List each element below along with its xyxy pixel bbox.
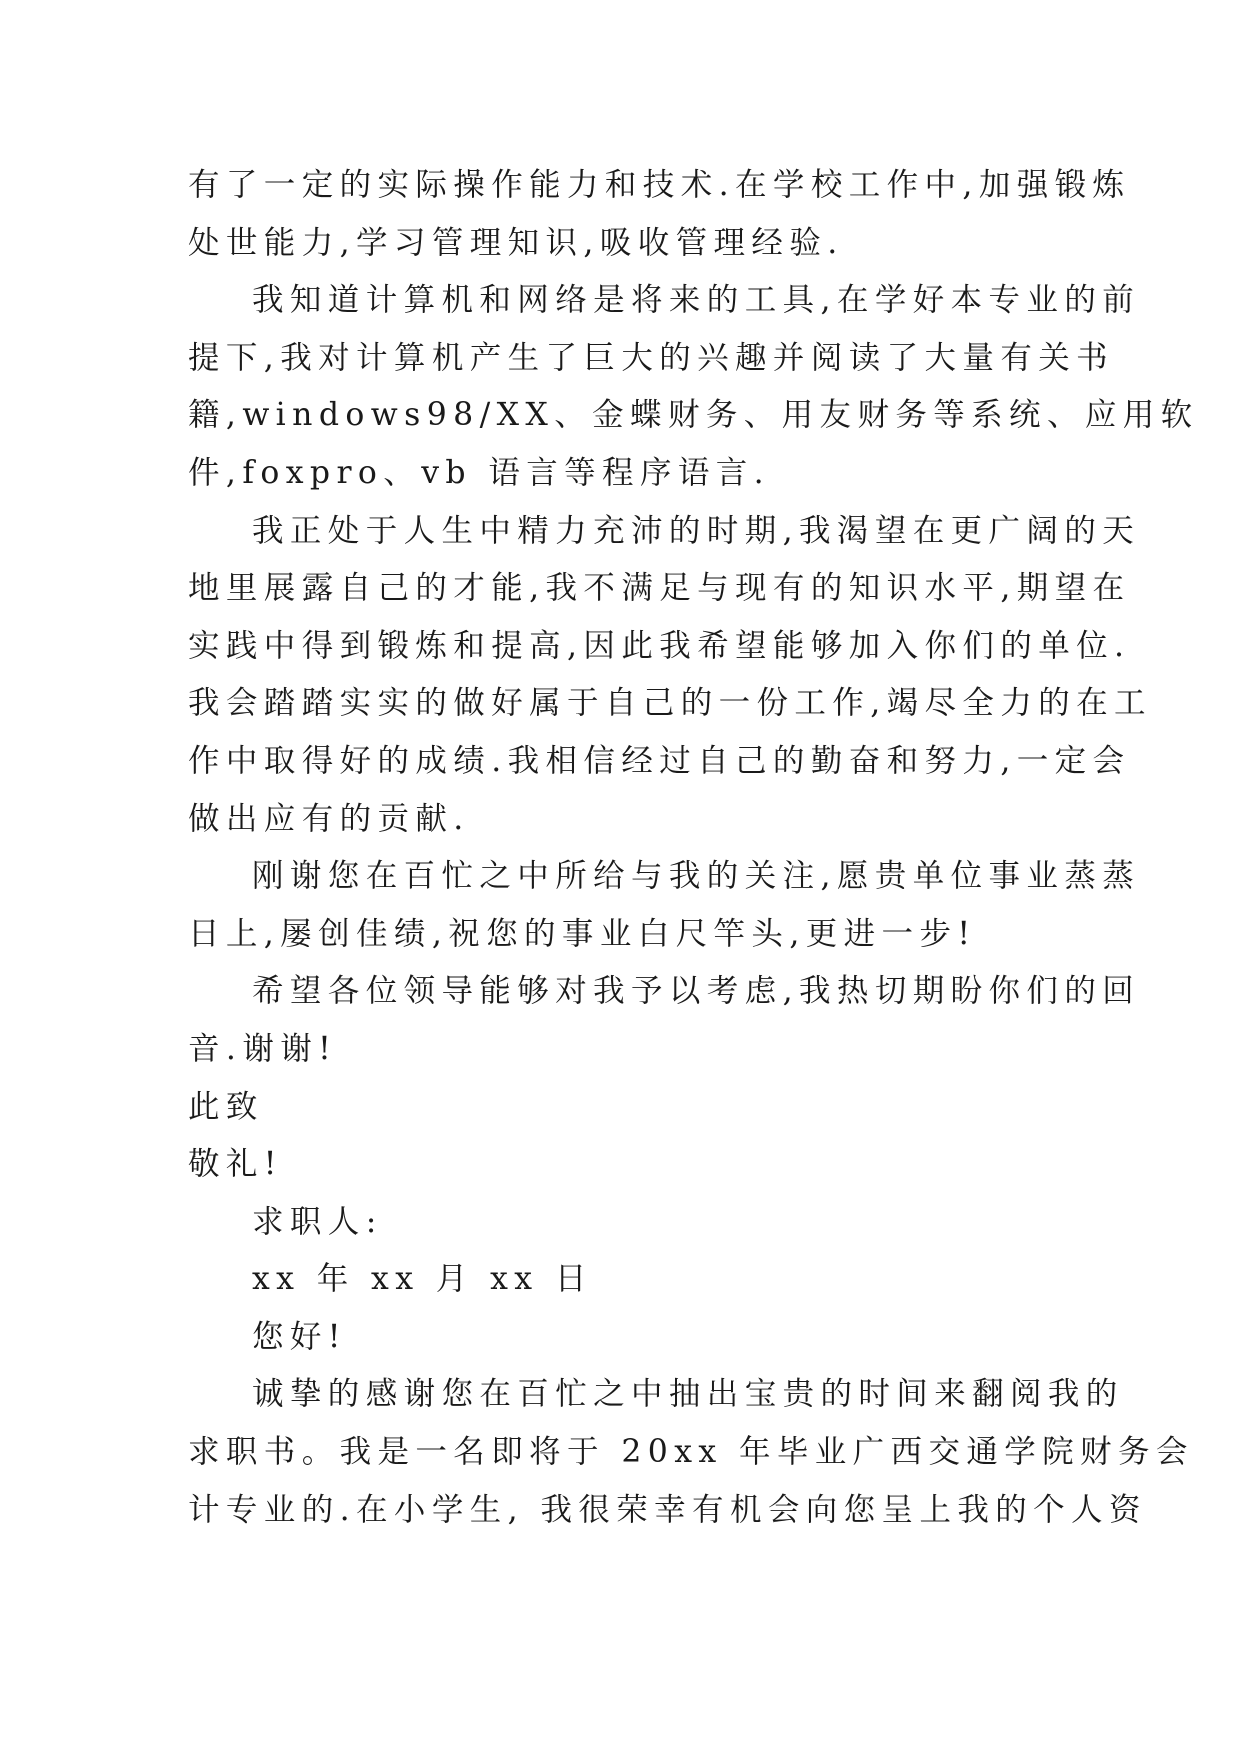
text-line: 日上,屡创佳绩,祝您的事业白尺竿头,更进一步!: [188, 915, 977, 952]
date-line: xx 年 xx 月 xx 日: [252, 1261, 593, 1298]
text-line: 实践中得到锻炼和提高,因此我希望能够加入你们的单位.: [188, 627, 1131, 664]
text-line: 我会踏踏实实的做好属于自己的一份工作,竭尽全力的在工: [188, 685, 1152, 722]
paragraph-start-line: 我知道计算机和网络是将来的工具,在学好本专业的前: [252, 282, 1141, 319]
signature-label: 求职人:: [252, 1203, 383, 1240]
text-line: 处世能力,学习管理知识,吸收管理经验.: [188, 224, 844, 261]
text-line: 求职书。我是一名即将于 20xx 年毕业广西交通学院财务会: [188, 1434, 1194, 1471]
text-line: 做出应有的贡献.: [188, 800, 470, 837]
text-line: 音.谢谢!: [188, 1030, 338, 1067]
text-line: 作中取得好的成绩.我相信经过自己的勤奋和努力,一定会: [188, 742, 1131, 779]
text-line: 件,foxpro、vb 语言等程序语言.: [188, 454, 771, 491]
paragraph-start-line: 诚挚的感谢您在百忙之中抽出宝贵的时间来翻阅我的: [252, 1376, 1124, 1413]
paragraph-start-line: 我正处于人生中精力充沛的时期,我渴望在更广阔的天: [252, 512, 1141, 549]
greeting: 您好!: [252, 1318, 347, 1355]
text-line: 地里展露自己的才能,我不满足与现有的知识水平,期望在: [188, 570, 1131, 607]
paragraph-start-line: 希望各位领导能够对我予以考虑,我热切期盼你们的回: [252, 973, 1141, 1010]
text-line: 提下,我对计算机产生了巨大的兴趣并阅读了大量有关书: [188, 339, 1115, 376]
text-line: 有了一定的实际操作能力和技术.在学校工作中,加强锻炼: [188, 167, 1131, 203]
paragraph-start-line: 刚谢您在百忙之中所给与我的关注,愿贵单位事业蒸蒸: [252, 858, 1141, 895]
document-page: [188, 157, 1199, 1539]
text-line: 籍,windows98/XX、金蝶财务、用友财务等系统、应用软: [188, 397, 1199, 434]
text-line: 计专业的.在小学生, 我很荣幸有机会向您呈上我的个人资: [188, 1491, 1147, 1528]
closing-salutation: 此致: [188, 1088, 264, 1125]
closing-regards: 敬礼!: [188, 1146, 283, 1183]
